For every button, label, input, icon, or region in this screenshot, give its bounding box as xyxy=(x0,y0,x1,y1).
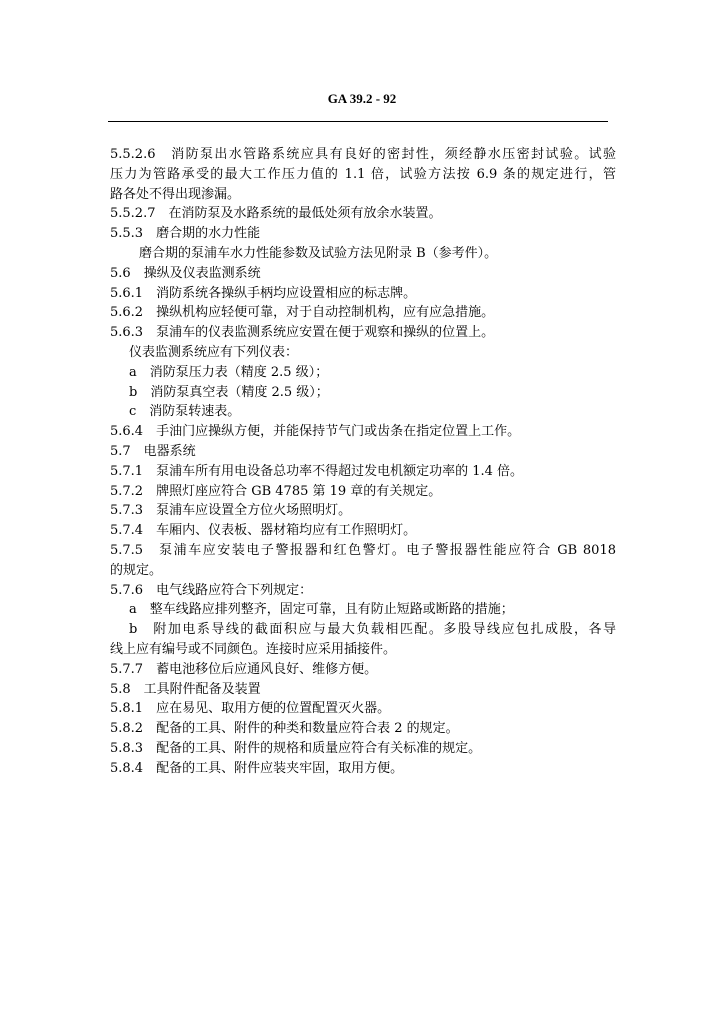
text-line: 5.7.2 牌照灯座应符合 GB 4785 第 19 章的有关规定。 xyxy=(110,483,442,499)
text-line: 5.8 工具附件配备及装置 xyxy=(110,681,261,697)
document-header: GA 39.2 - 92 xyxy=(327,91,397,106)
document-body xyxy=(110,145,616,779)
text-line: 5.7 电器系统 xyxy=(110,443,196,459)
text-line: a 整车线路应排列整齐，固定可靠，且有防止短路或断路的措施； xyxy=(129,602,514,618)
text-line: 5.8.3 配备的工具、附件的规格和质量应符合有关标准的规定。 xyxy=(110,740,482,756)
text-line: 5.5.2.7 在消防泵及水路系统的最低处须有放余水装置。 xyxy=(110,206,442,222)
text-line: 线上应有编号或不同颜色。连接时应采用插接件。 xyxy=(110,641,397,657)
text-line: 路各处不得出现渗漏。 xyxy=(110,186,241,202)
text-line: a 消防泵压力表（精度 2.5 级）； xyxy=(129,364,329,380)
text-line: b 附加电系导线的截面积应与最大负载相匹配。多股导线应包扎成股，各导 xyxy=(129,622,616,638)
text-line: 5.7.5 泵浦车应安装电子警报器和红色警灯。电子警报器性能应符合 GB 8018 xyxy=(110,542,616,558)
text-line: 5.7.1 泵浦车所有用电设备总功率不得超过发电机额定功率的 1.4 倍。 xyxy=(110,463,524,479)
text-line: 5.6 操纵及仪表监测系统 xyxy=(110,265,261,281)
text-line: 磨合期的泵浦车水力性能参数及试验方法见附录 B（参考件）。 xyxy=(139,245,498,261)
header-rule xyxy=(108,121,608,122)
text-line: 5.8.4 配备的工具、附件应装夹牢固，取用方便。 xyxy=(110,760,404,776)
text-line: 5.6.3 泵浦车的仪表监测系统应安置在便于观察和操纵的位置上。 xyxy=(110,325,495,341)
text-line: 5.5.2.6 消防泵出水管路系统应具有良好的密封性，须经静水压密封试验。试验 xyxy=(110,147,616,162)
text-line: c 消防泵转速表。 xyxy=(129,404,241,420)
text-line: 5.8.2 配备的工具、附件的种类和数量应符合表 2 的规定。 xyxy=(110,721,459,737)
text-line: 5.7.6 电气线路应符合下列规定： xyxy=(110,582,313,598)
text-line: 5.6.1 消防系统各操纵手柄均应设置相应的标志牌。 xyxy=(110,285,417,301)
text-line: 5.7.4 车厢内、仪表板、器材箱均应有工作照明灯。 xyxy=(110,523,417,539)
text-line: b 消防泵真空表（精度 2.5 级）； xyxy=(129,384,329,400)
text-line: 5.8.1 应在易见、取用方便的位置配置灭火器。 xyxy=(110,701,391,717)
text-line: 的规定。 xyxy=(110,562,163,578)
text-line: 仪表监测系统应有下列仪表： xyxy=(129,344,299,360)
text-line: 5.6.2 操纵机构应轻便可靠，对于自动控制机构，应有应急措施。 xyxy=(110,305,495,321)
text-line: 压力为管路承受的最大工作压力值的 1.1 倍，试验方法按 6.9 条的规定进行，管 xyxy=(110,166,616,182)
text-line: 5.6.4 手油门应操纵方便，并能保持节气门或齿条在指定位置上工作。 xyxy=(110,424,521,440)
text-line: 5.7.7 蓄电池移位后应通风良好、维修方便。 xyxy=(110,661,378,677)
text-line: 5.7.3 泵浦车应设置全方位火场照明灯。 xyxy=(110,503,352,519)
text-line: 5.5.3 磨合期的水力性能 xyxy=(110,226,261,242)
